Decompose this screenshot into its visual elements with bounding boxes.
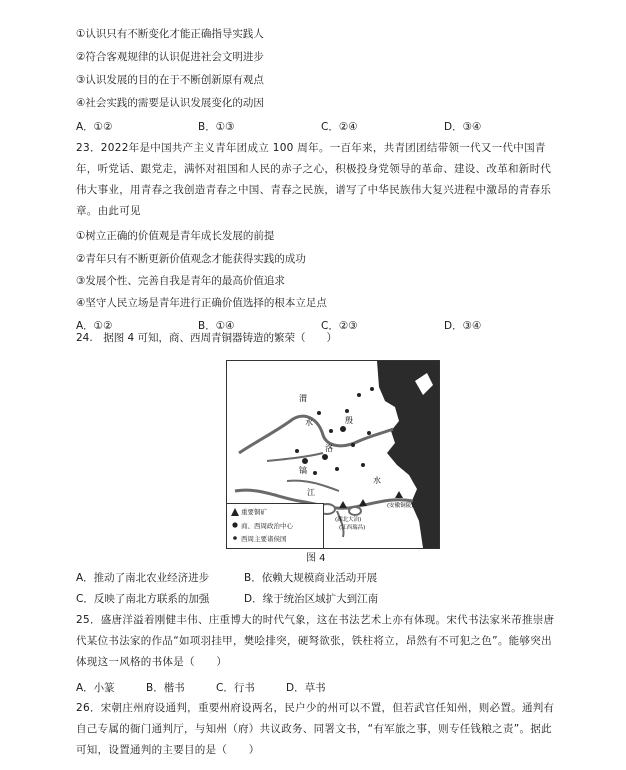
vassal-dot bbox=[295, 449, 299, 453]
legend-center: 商、西周政治中心 bbox=[241, 522, 293, 530]
label-luo: 洛 bbox=[325, 444, 333, 453]
q25-option-b[interactable]: B．楷书 bbox=[146, 682, 185, 694]
vassal-dot bbox=[317, 411, 321, 415]
vassal-dot bbox=[361, 463, 365, 467]
q23-statement-1: ①树立正确的价值观是青年成长发展的前提 bbox=[76, 230, 275, 242]
q24-stem: 24. 据图 4 可知，商、西周青铜器铸造的繁荣（ ） bbox=[76, 332, 338, 344]
mine-legend-icon bbox=[231, 508, 239, 516]
vassal-dot bbox=[351, 443, 355, 447]
vassal-dot bbox=[313, 471, 317, 475]
q23-statement-3: ③发展个性、完善自我是青年的最高价值追求 bbox=[76, 275, 285, 287]
label-mine-hubei: (湖北大冶) bbox=[335, 517, 362, 523]
q25-options bbox=[76, 680, 496, 694]
mine-anhui-triangle bbox=[395, 491, 403, 498]
q24-option-c[interactable]: C．反映了南北方联系的加强 bbox=[76, 593, 210, 605]
q25-option-d[interactable]: D．草书 bbox=[286, 682, 326, 694]
bronze-map-figure bbox=[226, 360, 440, 549]
legend-vassal: 西周主要诸侯国 bbox=[241, 535, 287, 543]
mine-hubei-triangle bbox=[339, 501, 347, 508]
vassal-dot bbox=[335, 467, 339, 471]
vassal-dot bbox=[370, 387, 374, 391]
q25-stem: 25．盛唐洋溢着刚健丰伟、庄重博大的时代气象，这在书法艺术上亦有体现。宋代书法家米芾推崇唐代某位书法家的作品“如项羽挂甲，樊哙排突，硬弩欲张，铁柱将立，昂然有不可犯之色”。能够突出体现这一风格的书体是（ ） bbox=[76, 614, 555, 668]
vassal-legend-icon bbox=[233, 536, 237, 540]
q22-options bbox=[76, 119, 496, 133]
center-legend-icon bbox=[232, 522, 238, 528]
label-wei-1: 渭 bbox=[299, 394, 307, 403]
sea-area bbox=[377, 361, 439, 548]
label-mine-jiangxi: (江西瑞昌) bbox=[339, 525, 366, 531]
q24-option-a[interactable]: A．推动了南北农业经济进步 bbox=[76, 572, 210, 584]
q24-options-row1 bbox=[76, 570, 496, 584]
label-shui: 水 bbox=[373, 476, 381, 485]
q25-option-a[interactable]: A．小篆 bbox=[76, 682, 115, 694]
capital-luo-dot bbox=[322, 454, 328, 460]
vassal-dot bbox=[345, 409, 349, 413]
q24-option-b[interactable]: B．依赖大规模商业活动开展 bbox=[244, 572, 378, 584]
vassal-dot bbox=[357, 393, 361, 397]
map-caption: 图 4 bbox=[306, 553, 326, 564]
q22-option-a[interactable]: A．①② bbox=[76, 121, 113, 133]
map-legend bbox=[227, 503, 324, 548]
label-hao: 镐 bbox=[299, 466, 307, 475]
q22-option-d[interactable]: D．③④ bbox=[444, 121, 482, 133]
q23-option-d[interactable]: D．③④ bbox=[444, 320, 482, 332]
q25-option-c[interactable]: C．行书 bbox=[216, 682, 255, 694]
q23-statement-4: ④坚守人民立场是青年进行正确价值选择的根本立足点 bbox=[76, 297, 327, 309]
q22-option-c[interactable]: C．②④ bbox=[321, 121, 358, 133]
q22-statement-4: ④社会实践的需要是认识发展变化的动因 bbox=[76, 97, 264, 109]
q26-stem: 26．宋朝庄州府设通判，重要州府设两名，民户少的州可以不置，但若武官任知州，则必置。通判有自己专属的衙门通判厅，与知州（府）共议政务、同署文书，“有军旅之事，则专任钱粮之责”。据此可知，设置通判的主要目的是（ ） bbox=[76, 702, 555, 756]
capital-hao-dot bbox=[302, 458, 308, 464]
vassal-dot bbox=[367, 431, 371, 435]
q23-options bbox=[76, 318, 496, 332]
vassal-dot bbox=[329, 429, 333, 433]
gan-river bbox=[337, 511, 344, 537]
q22-statement-3: ③认识发展的目的在于不断创新原有观点 bbox=[76, 74, 264, 86]
q23-option-a[interactable]: A．①② bbox=[76, 320, 113, 332]
lake-poyang bbox=[349, 507, 361, 515]
q24-option-d[interactable]: D．缘于统治区域扩大到江南 bbox=[244, 593, 379, 605]
q23-option-c[interactable]: C．②③ bbox=[321, 320, 358, 332]
q22-statement-1: ①认识只有不断变化才能正确指导实践人 bbox=[76, 28, 264, 40]
label-yin: 殷 bbox=[345, 416, 353, 425]
label-mine-anhui: (安徽铜陵) bbox=[387, 503, 414, 509]
mine-jiangxi-triangle bbox=[359, 499, 367, 506]
q23-statement-2: ②青年只有不断更新价值观念才能获得实践的成功 bbox=[76, 253, 306, 265]
capital-yin-dot bbox=[340, 426, 346, 432]
q23-option-b[interactable]: B．①④ bbox=[198, 320, 235, 332]
label-jiang: 江 bbox=[307, 488, 315, 497]
q22-option-b[interactable]: B．①③ bbox=[198, 121, 235, 133]
q22-statement-2: ②符合客观规律的认识促进社会文明进步 bbox=[76, 51, 264, 63]
q24-options-row2 bbox=[76, 591, 496, 605]
wei-river bbox=[267, 453, 323, 461]
label-wei-2: 水 bbox=[305, 418, 313, 427]
q23-stem: 23．2022年是中国共产主义青年团成立 100 周年。一百年来，共青团团结带领一代又一代中国青年，听党话、跟党走，满怀对祖国和人民的赤子之心，积极投身党领导的革命、建设、改革和新时代伟大事业，用青春之我创造青春之中国、青春之民族，谱写了中华民族伟大复兴进程中激昂的青春乐章。由此可见 bbox=[76, 142, 552, 217]
legend-mine: 重要铜矿 bbox=[241, 508, 267, 516]
